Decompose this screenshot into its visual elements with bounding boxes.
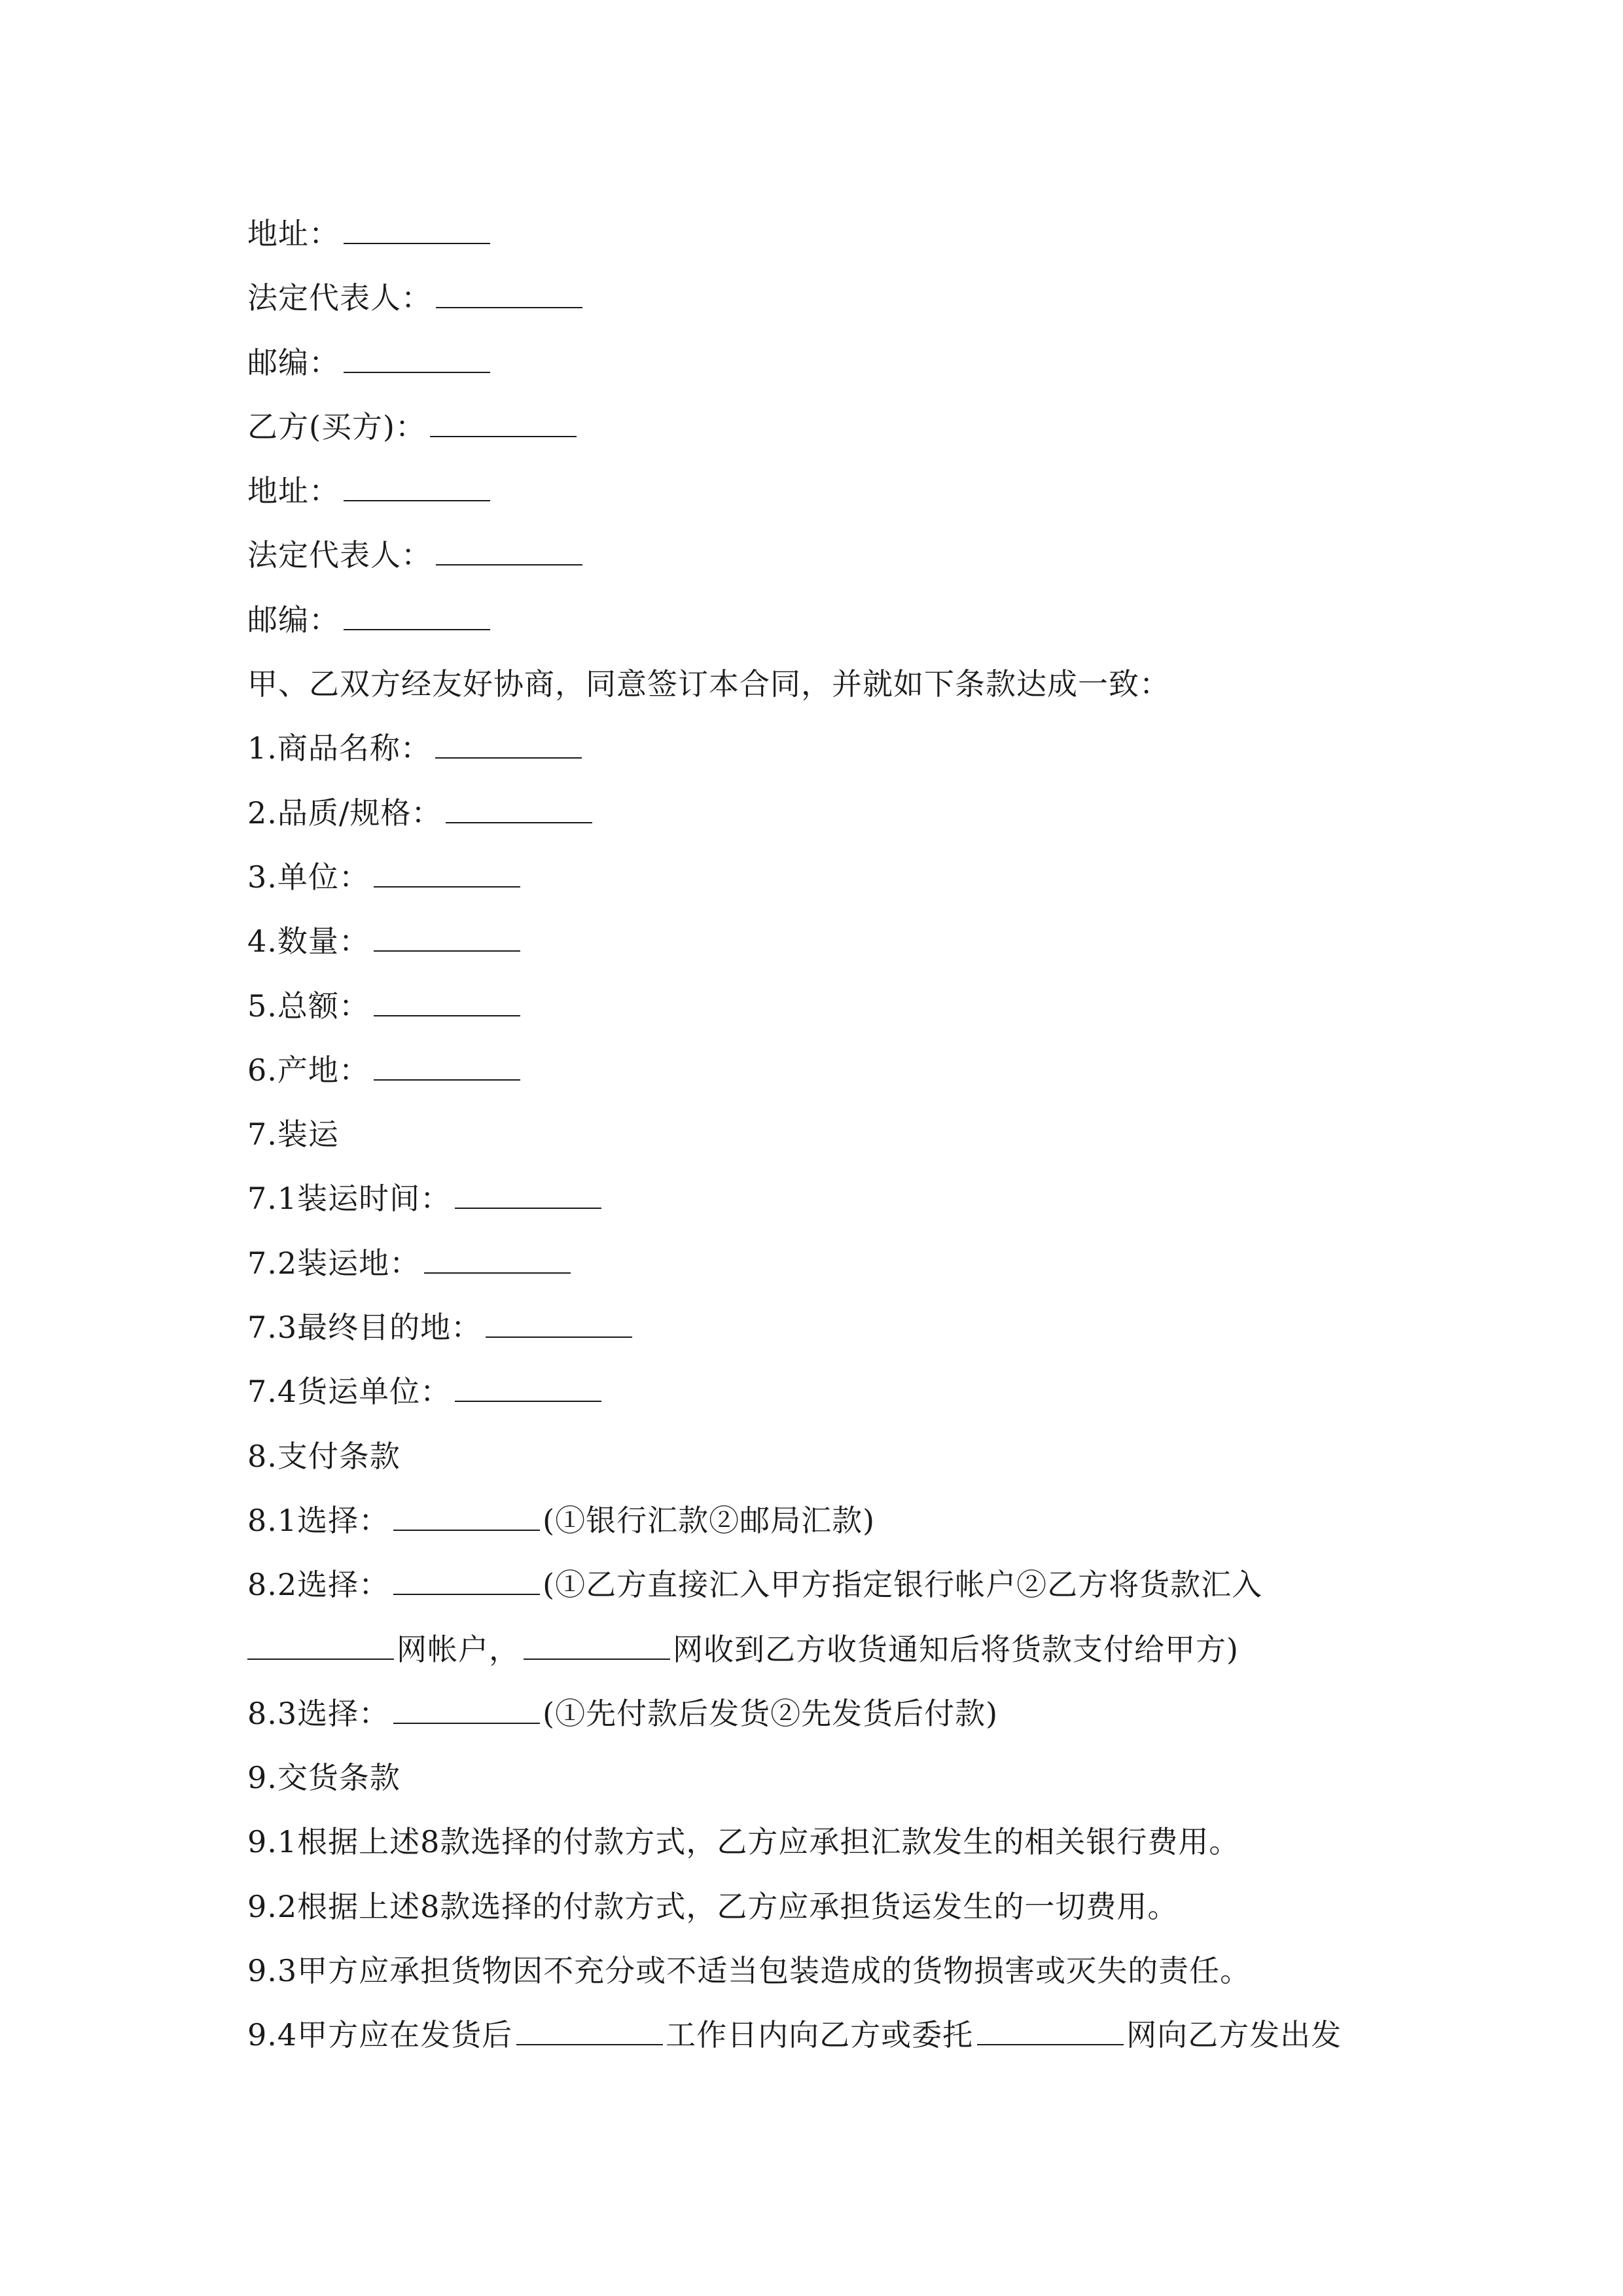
- line-text: 9.4甲方应在发货后: [247, 2017, 513, 2053]
- fill-in-blank[interactable]: [374, 988, 520, 1016]
- fill-in-blank[interactable]: [374, 859, 520, 888]
- line-text: 5.总额：: [247, 988, 370, 1024]
- line-clause-8-2: [247, 1560, 1399, 1624]
- line-text: 网帐户，: [397, 1631, 520, 1667]
- fill-in-blank[interactable]: [344, 344, 490, 373]
- line-clause-9-3: [247, 1946, 1399, 2011]
- line-clause-7: [247, 1110, 1399, 1174]
- line-text: 8.2选择：: [247, 1567, 390, 1603]
- line-party-b-address: [247, 467, 1399, 531]
- line-clause-7-3: [247, 1303, 1399, 1367]
- fill-in-blank[interactable]: [516, 2017, 663, 2045]
- line-clause-7-4: [247, 1367, 1399, 1431]
- line-clause-5: [247, 982, 1399, 1046]
- line-text: 地址：: [247, 473, 340, 509]
- contract-body: [247, 209, 1399, 2075]
- line-text: 法定代表人：: [247, 280, 432, 316]
- line-text: (①先付款后发货②先发货后付款): [543, 1695, 999, 1731]
- line-text: (①乙方直接汇入甲方指定银行帐户②乙方将货款汇入: [543, 1567, 1263, 1603]
- line-clause-8: [247, 1432, 1399, 1496]
- line-text: 网收到乙方收货通知后将货款支付给甲方): [673, 1631, 1239, 1667]
- fill-in-blank[interactable]: [436, 537, 582, 565]
- fill-in-blank[interactable]: [436, 279, 582, 308]
- fill-in-blank[interactable]: [977, 2017, 1124, 2045]
- fill-in-blank[interactable]: [455, 1373, 601, 1402]
- line-text: 7.3最终目的地：: [247, 1310, 482, 1346]
- line-clause-8-3: [247, 1689, 1399, 1753]
- line-text: 7.1装运时间：: [247, 1181, 452, 1217]
- fill-in-blank[interactable]: [393, 1502, 540, 1531]
- line-party-b-postcode: [247, 596, 1399, 660]
- line-text: 法定代表人：: [247, 537, 432, 573]
- line-text: 邮编：: [247, 601, 340, 637]
- line-party-a-postcode: [247, 338, 1399, 403]
- line-agreement-intro: [247, 660, 1399, 724]
- fill-in-blank[interactable]: [435, 730, 582, 759]
- fill-in-blank[interactable]: [446, 795, 592, 823]
- line-clause-9-2: [247, 1882, 1399, 1946]
- line-text: 9.3甲方应承担货物因不充分或不适当包装造成的货物损害或灭失的责任。: [247, 1953, 1251, 1989]
- line-text: 7.装运: [247, 1117, 339, 1153]
- line-text: 邮编：: [247, 344, 340, 380]
- line-text: 工作日内向乙方或委托: [666, 2017, 974, 2053]
- line-clause-9: [247, 1753, 1399, 1818]
- fill-in-blank[interactable]: [344, 601, 490, 630]
- line-clause-3: [247, 853, 1399, 917]
- line-clause-9-4: [247, 2011, 1399, 2075]
- fill-in-blank[interactable]: [393, 1695, 540, 1724]
- line-text: 8.3选择：: [247, 1695, 390, 1731]
- fill-in-blank[interactable]: [524, 1631, 670, 1660]
- line-text: 9.2根据上述8款选择的付款方式，乙方应承担货运发生的一切费用。: [247, 1888, 1179, 1924]
- line-party-a-legal-rep: [247, 274, 1399, 338]
- line-clause-7-1: [247, 1174, 1399, 1238]
- line-clause-8-2-cont: [247, 1625, 1399, 1689]
- line-text: 2.品质/规格：: [247, 795, 442, 831]
- line-text: 网向乙方发出发: [1126, 2017, 1342, 2053]
- line-party-a-address: [247, 209, 1399, 274]
- line-text: 乙方(买方)：: [247, 408, 426, 444]
- fill-in-blank[interactable]: [393, 1566, 540, 1595]
- line-clause-4: [247, 917, 1399, 981]
- line-party-b-name: [247, 403, 1399, 467]
- line-party-b-legal-rep: [247, 531, 1399, 595]
- line-text: 4.数量：: [247, 924, 370, 960]
- line-clause-6: [247, 1046, 1399, 1110]
- line-text: 7.2装运地：: [247, 1245, 421, 1281]
- fill-in-blank[interactable]: [374, 923, 520, 952]
- fill-in-blank[interactable]: [344, 473, 490, 501]
- line-text: 地址：: [247, 216, 340, 251]
- line-text: (①银行汇款②邮局汇款): [543, 1502, 876, 1538]
- line-text: 甲、乙双方经友好协商，同意签订本合同，并就如下条款达成一致：: [247, 666, 1170, 702]
- fill-in-blank[interactable]: [344, 215, 490, 244]
- line-text: 6.产地：: [247, 1052, 370, 1088]
- fill-in-blank[interactable]: [247, 1631, 394, 1660]
- line-text: 9.1根据上述8款选择的付款方式，乙方应承担汇款发生的相关银行费用。: [247, 1824, 1240, 1860]
- line-clause-1: [247, 724, 1399, 788]
- line-text: 1.商品名称：: [247, 730, 431, 766]
- fill-in-blank[interactable]: [424, 1245, 571, 1274]
- fill-in-blank[interactable]: [455, 1180, 601, 1209]
- line-clause-7-2: [247, 1239, 1399, 1303]
- line-text: 7.4货运单位：: [247, 1374, 452, 1410]
- fill-in-blank[interactable]: [486, 1309, 632, 1338]
- line-clause-2: [247, 789, 1399, 853]
- line-text: 8.支付条款: [247, 1438, 401, 1474]
- line-text: 9.交货条款: [247, 1760, 401, 1796]
- fill-in-blank[interactable]: [430, 408, 577, 437]
- line-clause-8-1: [247, 1496, 1399, 1560]
- line-text: 8.1选择：: [247, 1502, 390, 1538]
- line-text: 3.单位：: [247, 859, 370, 895]
- line-clause-9-1: [247, 1818, 1399, 1882]
- fill-in-blank[interactable]: [374, 1052, 520, 1081]
